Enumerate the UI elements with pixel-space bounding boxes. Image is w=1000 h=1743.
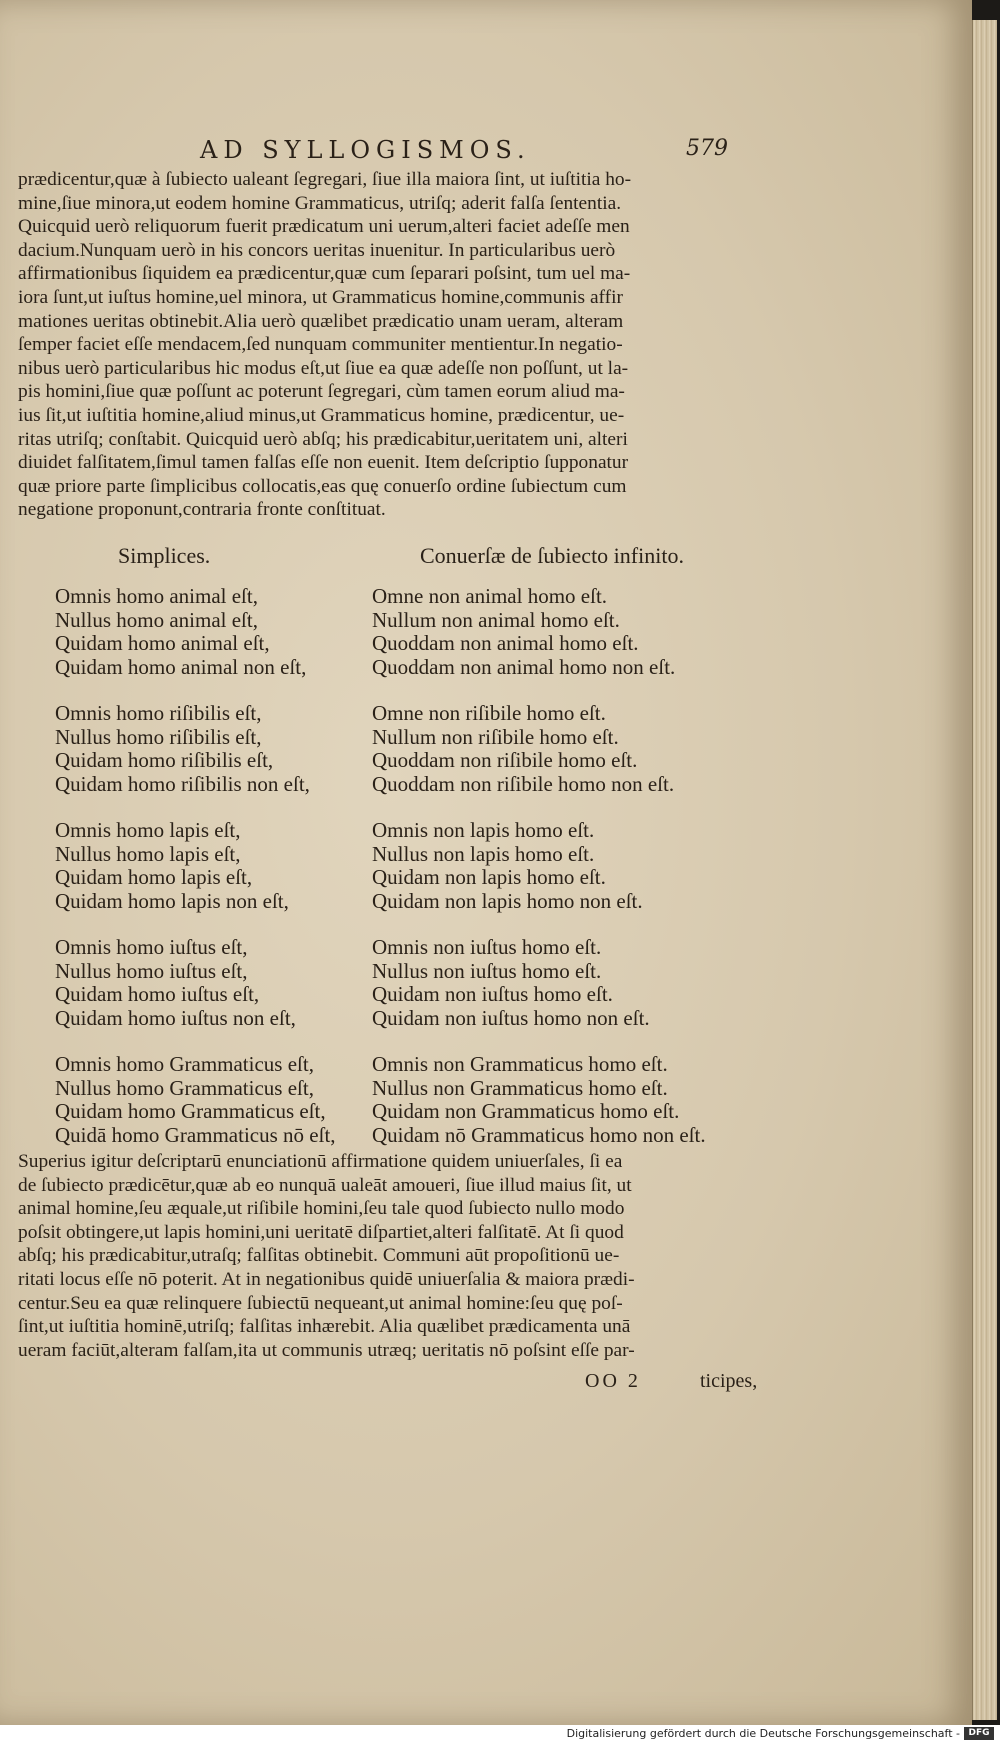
converse-proposition: Omne non animal homo eſt. (372, 584, 608, 608)
text-line: quæ priore parte ſimplicibus collocatis,eas quę conuerſo ordine ſubiectum cum (18, 475, 627, 497)
simple-proposition: Quidam homo riſibilis eſt, (55, 748, 274, 772)
table-heading-simplices: Simplices. (118, 543, 211, 568)
simple-proposition: Quidam homo lapis non eſt, (55, 888, 289, 913)
converse-proposition: Omnis non Grammaticus homo eſt. (372, 1052, 668, 1076)
simple-proposition: Quidam homo animal non eſt, (55, 654, 307, 679)
table-row (0, 818, 972, 842)
text-line: pis homini,ſiue quæ poſſunt ac poterunt ſegregari, cùm tamen eorum aliud ma- (18, 381, 625, 403)
converse-proposition: Quoddam non riſibile homo eſt. (372, 748, 638, 772)
paragraph-top (18, 168, 760, 522)
converse-proposition: Nullus non lapis homo eſt. (372, 841, 595, 866)
converse-proposition: Omne non riſibile homo eſt. (372, 701, 606, 725)
converse-proposition: Omnis non iuſtus homo eſt. (372, 935, 602, 959)
table-row (0, 982, 972, 1006)
text-line: Superius igitur deſcriptarū enunciationū affirmatione quidem uniuerſales, ſi ea (18, 1151, 623, 1172)
converse-proposition: Quidam non lapis homo eſt. (372, 865, 606, 889)
converse-proposition: Quoddam non animal homo non eſt. (372, 654, 676, 679)
text-line: mationes ueritas obtinebit.Alia uerò quælibet prædicatio unam ueram, alteram (18, 310, 624, 332)
text-line: abſq; his prædicabitur,utraſq; falſitas obtinebit. Communi aūt propoſitionū ue- (18, 1245, 620, 1267)
propositions-table (0, 584, 972, 1169)
text-line: ritas utriſq; conſtabit. Quicquid uerò abſq; his prædicabitur,ueritatem uni, alteri (18, 428, 628, 450)
table-row (0, 748, 972, 772)
table-row (0, 842, 972, 866)
converse-proposition: Nullus non iuſtus homo eſt. (372, 958, 602, 983)
simple-proposition: Omnis homo iuſtus eſt, (55, 935, 248, 959)
text-line: iora ſunt,ut iuſtus homine,uel minora, ut Grammaticus homine,communis affir (18, 286, 623, 308)
table-row (0, 935, 972, 959)
simple-proposition: Omnis homo animal eſt, (55, 584, 258, 608)
table-row (0, 701, 972, 725)
text-line: ſint,ut iuſtitia hominē,utriſq; falſitas inhærebit. Alia quælibet prædicamenta unā (18, 1316, 631, 1338)
page-edges (972, 20, 997, 1720)
text-line: animal homine,ſeu æquale,ut riſibile homini,ſeu tale quod ſubiecto nullo modo (18, 1198, 625, 1220)
footer-credit: Digitalisierung gefördert durch die Deutsche Forschungsgemeinschaft - (566, 1727, 960, 1740)
text-line: Quicquid uerò reliquorum fuerit prædicatum uni uerum,alteri faciet adeſſe men (18, 216, 630, 238)
simple-proposition: Omnis homo lapis eſt, (55, 818, 241, 842)
simple-proposition: Quidam homo animal eſt, (55, 631, 270, 655)
catchword: ticipes, (700, 1370, 758, 1392)
table-row (0, 1076, 972, 1100)
table-row (0, 584, 972, 608)
simple-proposition: Nullus homo iuſtus eſt, (55, 958, 248, 983)
converse-proposition: Quidam non iuſtus homo eſt. (372, 982, 613, 1006)
text-line: centur.Seu ea quæ relinquere ſubiectū nequeant,ut animal homine:ſeu quę poſ- (18, 1292, 623, 1314)
simple-proposition: Omnis homo riſibilis eſt, (55, 701, 262, 725)
converse-proposition: Omnis non lapis homo eſt. (372, 818, 595, 842)
simple-proposition: Nullus homo lapis eſt, (55, 841, 241, 866)
table-row (0, 1099, 972, 1123)
text-line: nibus uerò particularibus hic modus eſt,ut ſiue ea quæ adeſſe non poſſunt, ut la- (18, 357, 629, 379)
simple-proposition: Nullus homo riſibilis eſt, (55, 724, 262, 749)
simple-proposition: Nullus homo Grammaticus eſt, (55, 1075, 314, 1100)
table-row (0, 865, 972, 889)
table-row (0, 889, 972, 913)
text-line: affirmationibus ſiquidem ea prædicentur,quæ cum ſeparari poſsint, tum uel ma- (18, 263, 631, 285)
table-row (0, 655, 972, 679)
table-row (0, 608, 972, 632)
simple-proposition: Quidā homo Grammaticus nō eſt, (55, 1122, 336, 1147)
table-heading-conuersae: Conuerſæ de ſubiecto infinito. (420, 543, 684, 568)
text-line: ſemper faciet eſſe mendacem,ſed nunquam communiter mentientur.In negatio- (18, 334, 623, 356)
proposition-group (0, 818, 972, 935)
paragraph-bottom (18, 1150, 760, 1362)
text-line: poſsit obtingere,ut lapis homini,uni ueritatē diſpartiet,alteri falſitatē. At ſi quod (18, 1221, 624, 1243)
proposition-group (0, 701, 972, 818)
running-head: AD SYLLOGISMOS. (200, 136, 531, 164)
text-line: dacium.Nunquam uerò in his concors ueritas inuenitur. In particularibus uerò (18, 239, 616, 261)
footer (0, 1725, 1000, 1743)
table-row (0, 725, 972, 749)
simple-proposition: Nullus homo animal eſt, (55, 607, 258, 632)
simple-proposition: Omnis homo Grammaticus eſt, (55, 1052, 314, 1076)
simple-proposition: Quidam homo Grammaticus eſt, (55, 1099, 326, 1123)
simple-proposition: Quidam homo riſibilis non eſt, (55, 771, 310, 796)
converse-proposition: Nullus non Grammaticus homo eſt. (372, 1075, 668, 1100)
table-row (0, 631, 972, 655)
table-row (0, 1052, 972, 1076)
proposition-group (0, 935, 972, 1052)
converse-proposition: Nullum non animal homo eſt. (372, 607, 620, 632)
text-line: ius ſit,ut iuſtitia homine,aliud minus,ut Grammaticus homine, prædicentur, ue- (18, 404, 625, 426)
converse-proposition: Quoddam non animal homo eſt. (372, 631, 639, 655)
page-header (0, 128, 972, 168)
signature-mark: OO 2 (585, 1370, 641, 1392)
simple-proposition: Quidam homo lapis eſt, (55, 865, 253, 889)
table-row (0, 1006, 972, 1030)
text-line: ritati locus eſſe nō poterit. At in negationibus quidē uniuerſalia & maiora prædi- (18, 1268, 635, 1290)
dfg-logo: DFG (964, 1727, 994, 1740)
converse-proposition: Quidam non iuſtus homo non eſt. (372, 1005, 650, 1030)
catchword-line (0, 1370, 972, 1400)
converse-proposition: Quidam non Grammaticus homo eſt. (372, 1099, 680, 1123)
converse-proposition: Quidam non lapis homo non eſt. (372, 888, 643, 913)
text-line: mine,ſiue minora,ut eodem homine Grammaticus, utriſq; aderit falſa ſententia. (18, 192, 622, 214)
text-line: de ſubiecto prædicētur,quæ ab eo nunquā ualeāt amoueri, ſiue illud maius ſit, ut (18, 1174, 632, 1196)
page-number: 579 (686, 136, 728, 161)
text-line: diuidet falſitatem,ſimul tamen falſas eſſe non euenit. Item deſcriptio ſupponatur (18, 452, 629, 474)
table-row (0, 772, 972, 796)
text-line: ueram faciūt,alteram falſam,ita ut communis utræq; ueritatis nō poſsint eſſe par- (18, 1339, 635, 1361)
text-line: negatione proponunt,contraria fronte conſtituat. (18, 499, 386, 521)
converse-proposition: Quidam nō Grammaticus homo non eſt. (372, 1122, 706, 1147)
text-line: prædicentur,quæ à ſubiecto ualeant ſegregari, ſiue illa maiora ſint, ut iuſtitia ho- (18, 169, 632, 190)
simple-proposition: Quidam homo iuſtus eſt, (55, 982, 260, 1006)
converse-proposition: Quoddam non riſibile homo non eſt. (372, 771, 675, 796)
proposition-group (0, 584, 972, 701)
table-row (0, 959, 972, 983)
simple-proposition: Quidam homo iuſtus non eſt, (55, 1005, 296, 1030)
table-row (0, 1123, 972, 1147)
converse-proposition: Nullum non riſibile homo eſt. (372, 724, 619, 749)
